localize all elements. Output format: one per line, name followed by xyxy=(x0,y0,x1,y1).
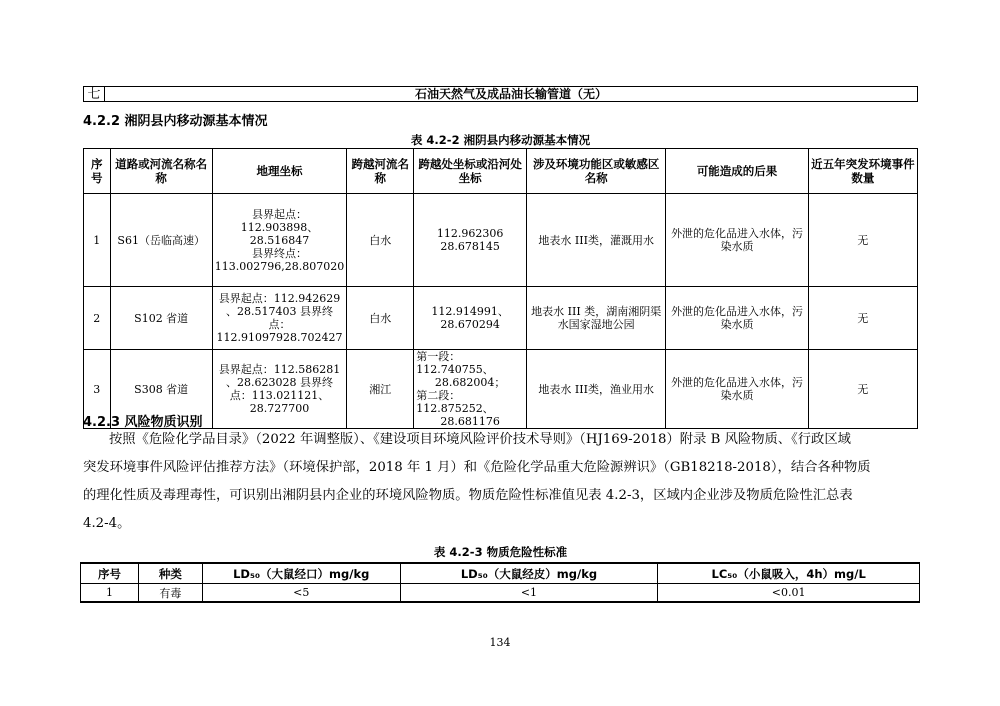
cell-no: 1 xyxy=(81,584,139,603)
cell-line: 点： xyxy=(268,318,291,331)
cell-zone xyxy=(526,287,665,350)
cell-line: 112.914991、 xyxy=(431,305,509,318)
paragraph-text: 按照《危险化学品目录》（2022 年调整版）、《建设项目环境风险评价技术导则》（HJ169-2018）附录 B 风险物质、《行政区域 xyxy=(109,432,851,447)
header-type: 种类 xyxy=(138,563,202,584)
cell-line: 112.962306 xyxy=(436,227,504,240)
cell-line: 点：113.021121、 xyxy=(229,389,330,402)
top-row-table xyxy=(83,86,918,102)
cell-no: 3 xyxy=(84,350,111,429)
cell-line: 112.903898、 xyxy=(240,220,319,234)
cell-road: S308 省道 xyxy=(110,350,212,429)
cell-line: 外泄的危化品进入水体，污 xyxy=(671,227,804,240)
header-river: 跨越河流名称 xyxy=(347,149,414,194)
cell-line: 28.516847 xyxy=(249,233,310,247)
cell-line: 地表水 III类，渔业用水 xyxy=(538,382,654,396)
cell-road: S102 省道 xyxy=(110,287,212,350)
cell-line: 外泄的危化品进入水体，污 xyxy=(671,376,804,389)
cell-events: 无 xyxy=(808,350,917,429)
cell-zone xyxy=(526,194,665,287)
table-caption-422: 表 4.2-2 湘阴县内移动源基本情况 xyxy=(410,133,591,147)
header-events: 近五年突发环境事件数量 xyxy=(808,149,917,194)
cell-no: 1 xyxy=(84,194,111,287)
cell-line: 县界起点：112.942629 xyxy=(218,292,341,305)
table-row xyxy=(81,584,920,603)
cell-river: 湘江 xyxy=(347,350,414,429)
cell-consequence xyxy=(666,194,808,287)
cell-line: 地表水 III 类，湖南湘阴渠 xyxy=(531,305,662,318)
table-header-row xyxy=(81,563,920,584)
row-text: 石油天然气及成品油长输管道（无） xyxy=(105,87,918,102)
cell-line: 28.678145 xyxy=(440,240,500,253)
cell-cross xyxy=(414,287,527,350)
header-road: 道路或河流名称名称 xyxy=(110,149,212,194)
table-row xyxy=(84,287,918,350)
cell-line: 地表水 III类，灌溉用水 xyxy=(538,233,654,247)
hazard-standard-table xyxy=(80,562,920,603)
cell-ld50-dermal: <1 xyxy=(400,584,658,603)
header-lc50-inhalation: LC₅₀（小鼠吸入，4h）mg/L xyxy=(658,563,920,584)
cell-ld50-oral: <5 xyxy=(202,584,400,603)
cell-events: 无 xyxy=(808,287,917,350)
cell-line: 第一段：112.740755、 xyxy=(416,350,494,376)
cell-line: 、28.517403 县界终 xyxy=(226,305,333,318)
page-number: 134 xyxy=(489,636,511,649)
cell-line: 第二段：112.875252、 xyxy=(416,389,494,415)
header-ld50-dermal: LD₅₀（大鼠经皮）mg/kg xyxy=(400,563,658,584)
cell-lc50-inhalation: <0.01 xyxy=(658,584,920,603)
table-row xyxy=(84,87,918,102)
paragraph-line: 4.2-4。 xyxy=(83,516,131,531)
header-cross: 跨越处坐标或沿河处坐标 xyxy=(414,149,527,194)
cell-river: 白水 xyxy=(347,287,414,350)
cell-consequence xyxy=(666,350,808,429)
mobile-source-table xyxy=(83,148,918,429)
cell-line: 县界起点：112.586281 xyxy=(218,363,341,376)
paragraph-line xyxy=(83,426,918,454)
header-no: 序号 xyxy=(84,149,111,194)
cell-line: 28.727700 xyxy=(249,402,310,415)
cell-line: 染水质 xyxy=(720,389,754,402)
row-number: 七 xyxy=(84,87,105,102)
cell-type: 有毒 xyxy=(138,584,202,603)
body-paragraph xyxy=(83,426,918,538)
cell-geo xyxy=(212,350,346,429)
cell-line: 染水质 xyxy=(720,318,754,331)
cell-zone xyxy=(526,350,665,429)
cell-line: 28.682004； xyxy=(434,376,506,389)
cell-cross xyxy=(414,350,527,429)
cell-line: 县界起点： xyxy=(252,207,308,221)
section-heading-423: 4.2.3 风险物质识别 xyxy=(83,415,203,430)
cell-cross xyxy=(414,194,527,287)
header-zone: 涉及环境功能区或敏感区名称 xyxy=(526,149,665,194)
section-heading-422: 4.2.2 湘阴县内移动源基本情况 xyxy=(83,114,268,129)
header-no: 序号 xyxy=(81,563,139,584)
cell-line: 外泄的危化品进入水体，污 xyxy=(671,305,804,318)
cell-line: 、28.623028 县界终 xyxy=(226,376,333,389)
cell-river: 白水 xyxy=(347,194,414,287)
table-header-row xyxy=(84,149,918,194)
paragraph-line: 突发环境事件风险评估推荐方法》（环境保护部，2018 年 1 月）和《危险化学品重大危险源辨识》（GB18218-2018），结合各种物质 xyxy=(83,460,871,475)
table-row xyxy=(84,350,918,429)
header-geo: 地理坐标 xyxy=(212,149,346,194)
table-row xyxy=(84,194,918,287)
cell-line: 染水质 xyxy=(720,240,754,253)
cell-consequence xyxy=(666,287,808,350)
cell-road: S61（岳临高速） xyxy=(110,194,212,287)
paragraph-line: 的理化性质及毒理毒性，可识别出湘阴县内企业的环境风险物质。物质危险性标准值见表 4.2-3，区域内企业涉及物质危险性汇总表 xyxy=(83,488,853,503)
cell-line: 28.670294 xyxy=(440,318,500,331)
header-consequence: 可能造成的后果 xyxy=(666,149,808,194)
header-ld50-oral: LD₅₀（大鼠经口）mg/kg xyxy=(202,563,400,584)
cell-geo xyxy=(212,287,346,350)
cell-line: 113.002796,28.807020 xyxy=(214,259,345,273)
cell-geo xyxy=(212,194,346,287)
cell-line: 28.681176 xyxy=(440,415,500,428)
cell-line: 水国家湿地公园 xyxy=(557,318,635,331)
cell-line: 县界终点： xyxy=(252,246,308,260)
cell-line: 112.91097928.702427 xyxy=(216,331,343,344)
cell-events: 无 xyxy=(808,194,917,287)
table-caption-423: 表 4.2-3 物质危险性标准 xyxy=(433,545,568,559)
cell-no: 2 xyxy=(84,287,111,350)
